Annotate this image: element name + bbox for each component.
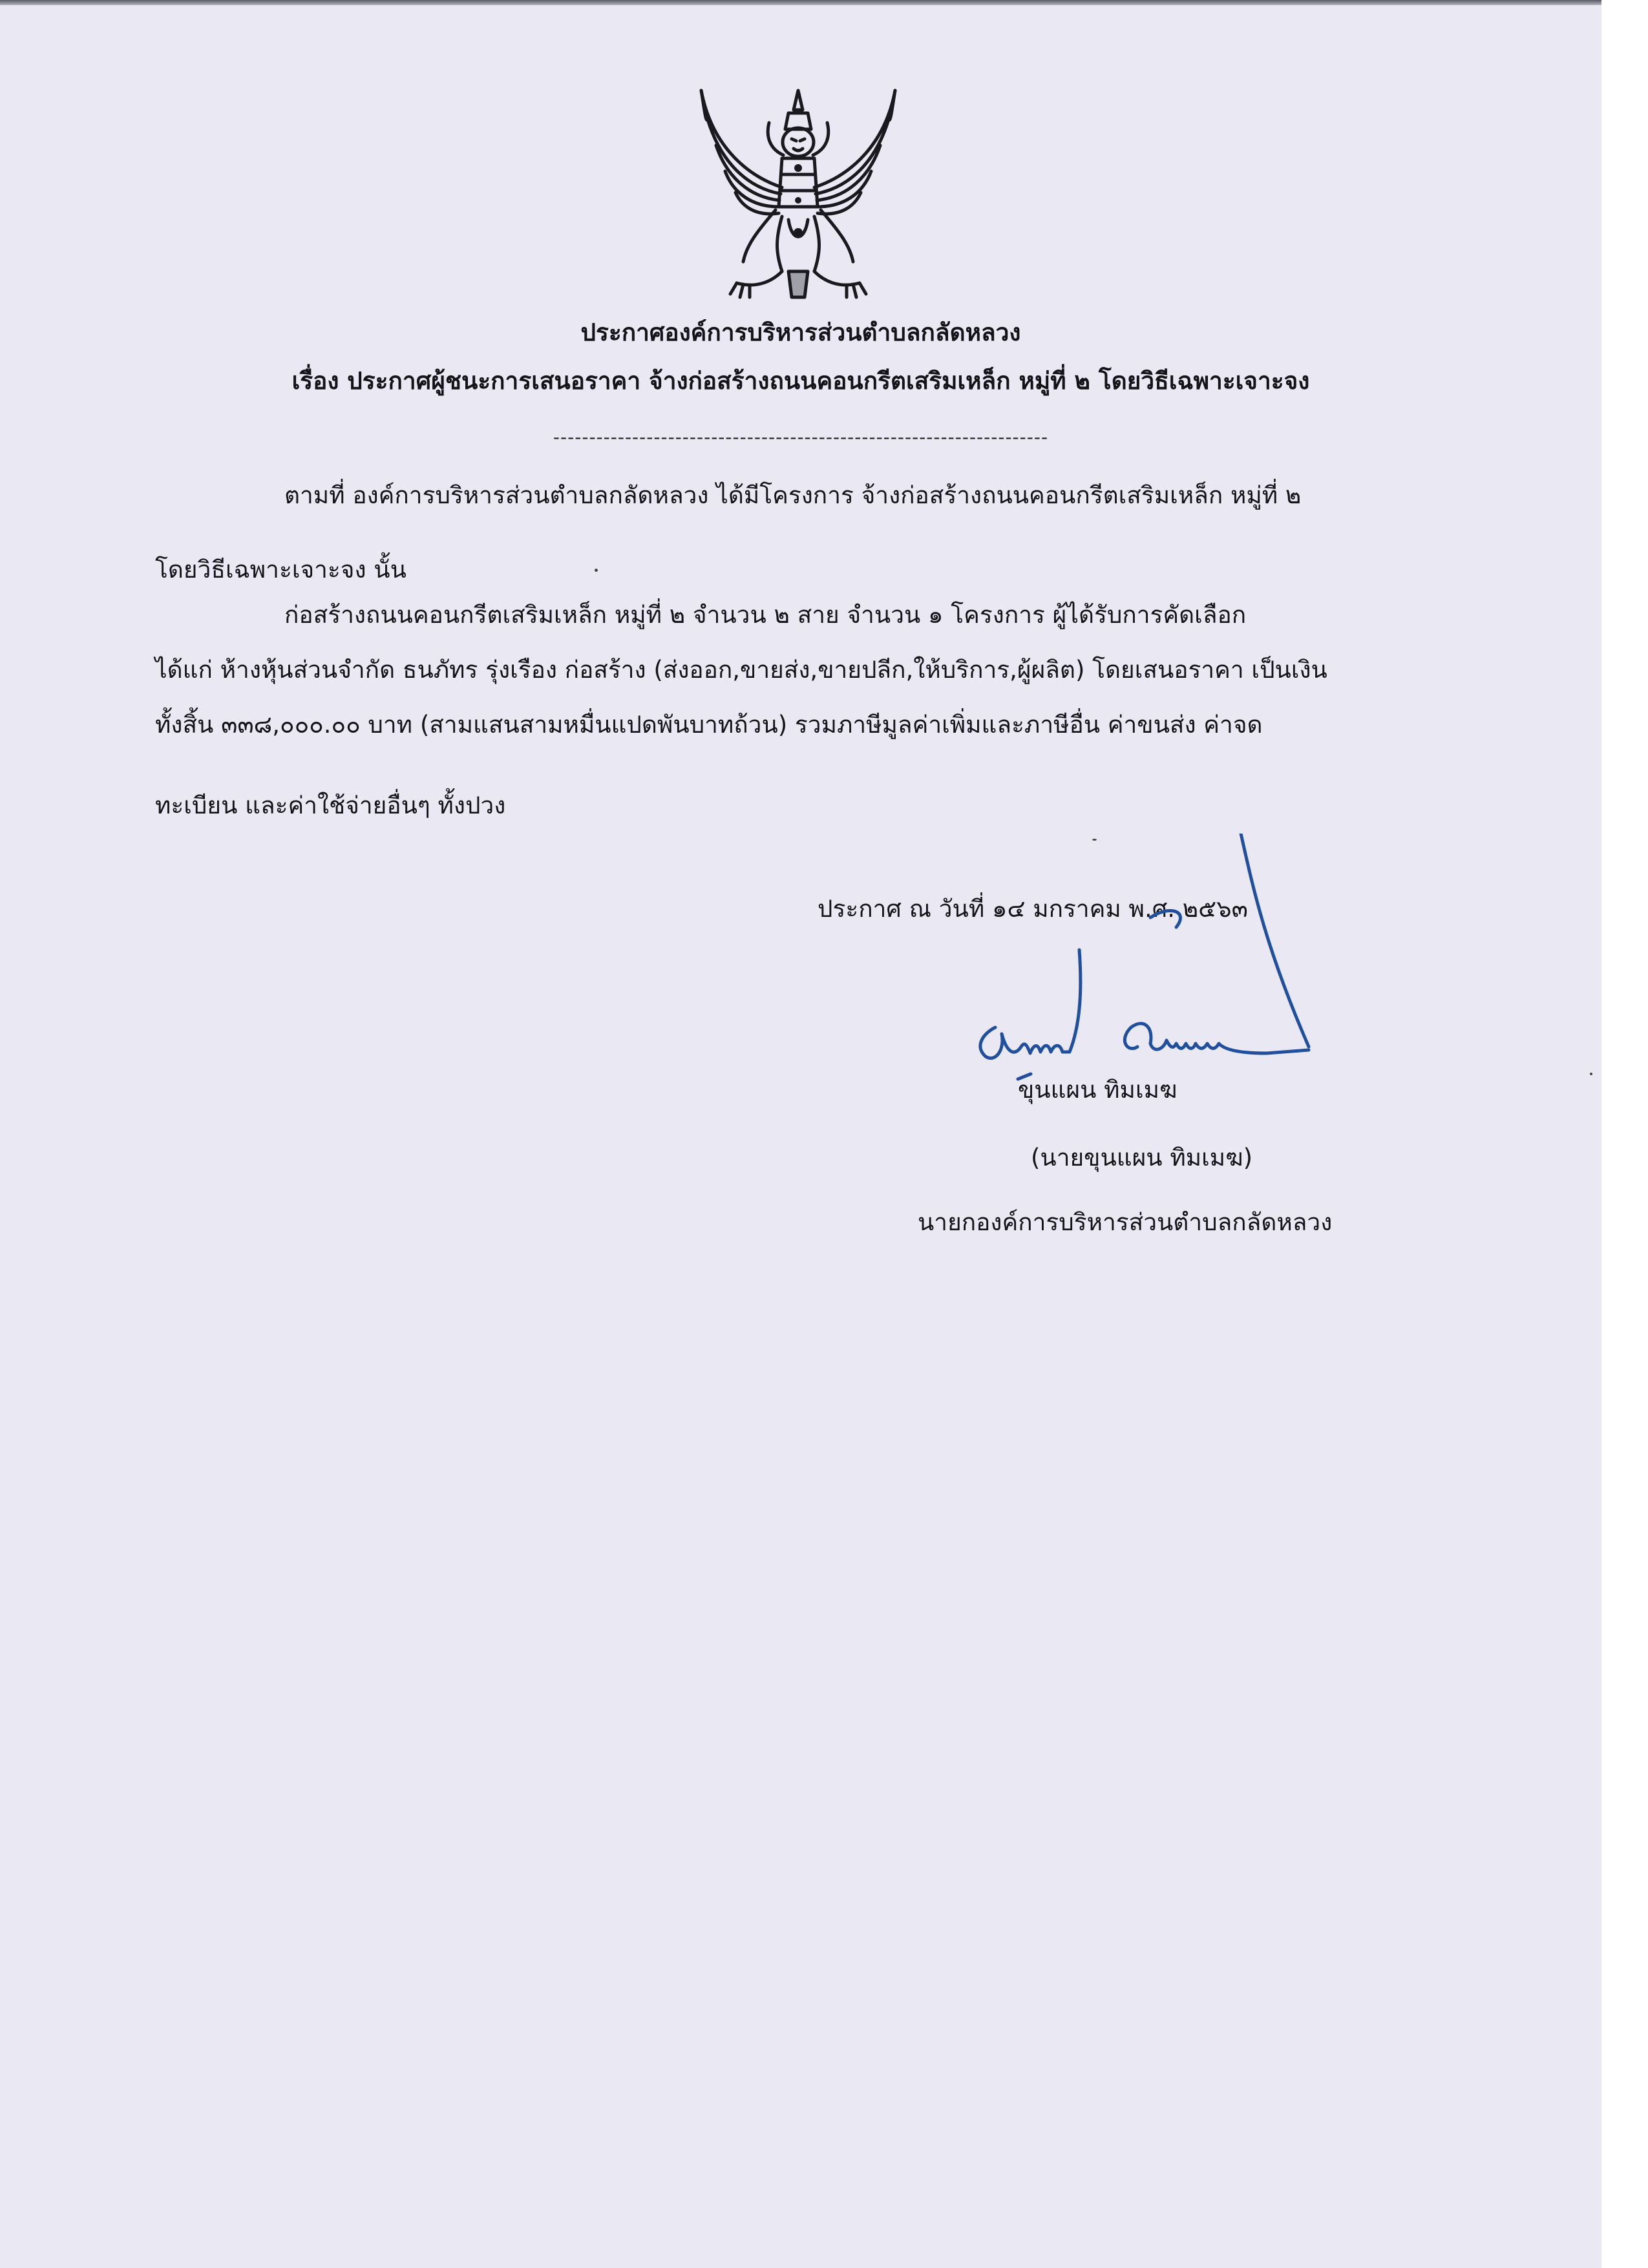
announcement-date: ประกาศ ณ วันที่ ๑๔ มกราคม พ.ศ. ๒๕๖๓	[818, 895, 1248, 923]
paragraph-2-line-1: ก่อสร้างถนนคอนกรีตเสริมเหล็ก หมู่ที่ ๒ จำนวน ๒ สาย จำนวน ๑ โครงการ ผู้ได้รับการคัดเลือก	[284, 601, 1247, 629]
paragraph-2-line-2: ได้แก่ ห้างหุ้นส่วนจำกัด ธนภัทร รุ่งเรือง ก่อสร้าง (ส่งออก,ขายส่ง,ขายปลีก,ให้บริการ,ผู้ผลิต) โดยเสนอราคา เป็นเงิน	[155, 656, 1327, 684]
scan-speck	[1590, 1073, 1592, 1075]
handwritten-signature	[956, 834, 1318, 1111]
scan-speck	[1092, 839, 1097, 841]
signer-fullname: (นายขุนแผน ทิมเมฆ)	[1031, 1144, 1253, 1171]
paragraph-1-line-2: โดยวิธีเฉพาะเจาะจง นั้น	[155, 556, 407, 583]
separator-line: ---------------------------------------------------------------------	[553, 426, 1049, 448]
signer-name: ขุนแผน ทิมเมฆ	[1018, 1076, 1178, 1104]
garuda-emblem-icon	[685, 78, 911, 310]
paragraph-2-line-3: ทั้งสิ้น ๓๓๘,๐๐๐.๐๐ บาท (สามแสนสามหมื่นแปดพันบาทถ้วน) รวมภาษีมูลค่าเพิ่มและภาษีอื่น ค่าขนส่ง ค่าจด	[155, 711, 1263, 739]
scan-speck	[595, 569, 598, 572]
paragraph-2-line-4: ทะเบียน และค่าใช้จ่ายอื่นๆ ทั้งปวง	[155, 792, 506, 819]
announcement-subject: เรื่อง ประกาศผู้ชนะการเสนอราคา จ้างก่อสร้างถนนคอนกรีตเสริมเหล็ก หมู่ที่ ๒ โดยวิธีเฉพาะเจาะจง	[291, 367, 1310, 395]
announcement-title: ประกาศองค์การบริหารส่วนตำบลกลัดหลวง	[580, 319, 1021, 346]
paragraph-1-line-1: ตามที่ องค์การบริหารส่วนตำบลกลัดหลวง ได้มีโครงการ จ้างก่อสร้างถนนคอนกรีตเสริมเหล็ก หมู่ที่ ๒	[284, 481, 1302, 509]
scan-top-edge	[0, 0, 1601, 5]
scan-right-edge	[1601, 0, 1648, 2268]
signer-position: นายกองค์การบริหารส่วนตำบลกลัดหลวง	[918, 1208, 1333, 1236]
